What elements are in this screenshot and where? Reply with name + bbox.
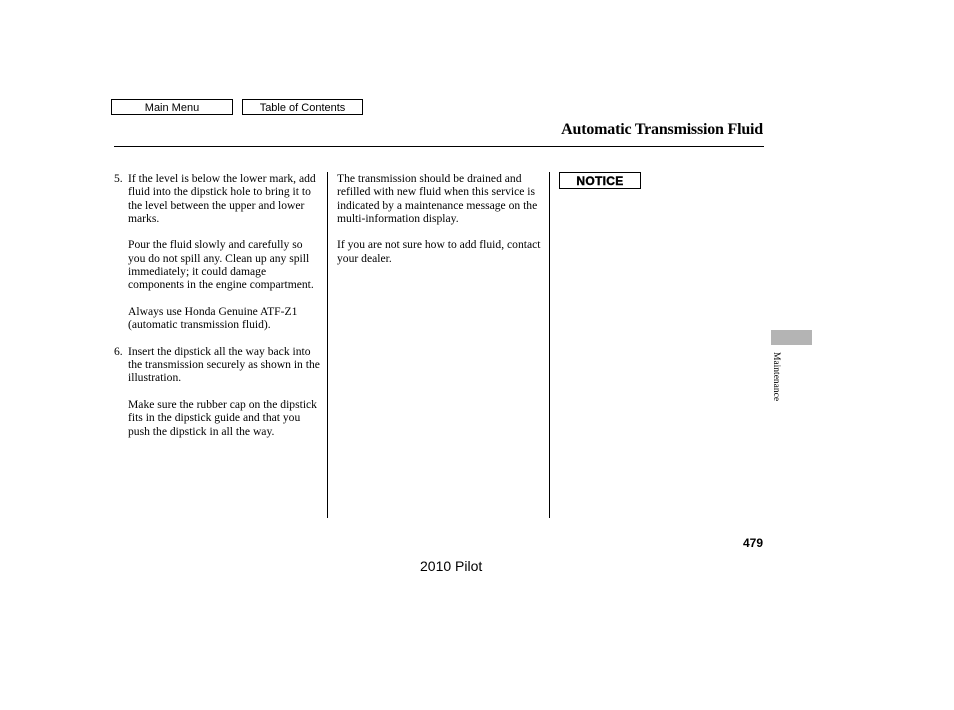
step-6 xyxy=(114,345,320,438)
notice-badge xyxy=(559,172,641,189)
main-menu-button[interactable]: Main Menu xyxy=(111,99,233,115)
page-number: 479 xyxy=(742,536,763,550)
step-6-number: 6. xyxy=(114,344,123,358)
step-5-fluid-note: Always use Honda Genuine ATF-Z1 (automatic transmission fluid). xyxy=(128,304,298,332)
step-5 xyxy=(114,172,320,332)
step-5-pour-note: Pour the fluid slowly and carefully so you do not spill any. Clean up any spill immediately; it could damage components in the engine compartment. xyxy=(128,238,314,292)
step-6-text: Insert the dipstick all the way back into the transmission securely as shown in the illustration. xyxy=(128,344,320,385)
step-6-cap-note: Make sure the rubber cap on the dipstick fits in the dipstick guide and that you push the dipstick in all the way. xyxy=(128,398,317,438)
section-label: Maintenance xyxy=(771,352,781,402)
table-of-contents-button[interactable]: Table of Contents xyxy=(242,99,363,115)
step-5-text: If the level is below the lower mark, add fluid into the dipstick hole to bring it to the level between the upper and lower marks. xyxy=(128,172,316,225)
dealer-paragraph: If you are not sure how to add fluid, contact your dealer. xyxy=(337,238,541,265)
column-divider-2 xyxy=(549,172,550,518)
instructions-column-1 xyxy=(114,172,320,451)
notice-label: NOTICE xyxy=(576,173,624,188)
drain-refill-paragraph: The transmission should be drained and refilled with new fluid when this service is indicated by a maintenance message on the multi-information display. xyxy=(337,172,538,225)
page-title: Automatic Transmission Fluid xyxy=(561,121,763,138)
section-tab xyxy=(771,330,812,345)
footer-model: 2010 Pilot xyxy=(420,558,483,574)
title-divider xyxy=(114,146,764,147)
instructions-column-2 xyxy=(337,172,543,278)
step-5-number: 5. xyxy=(114,172,123,185)
column-divider-1 xyxy=(327,172,328,518)
